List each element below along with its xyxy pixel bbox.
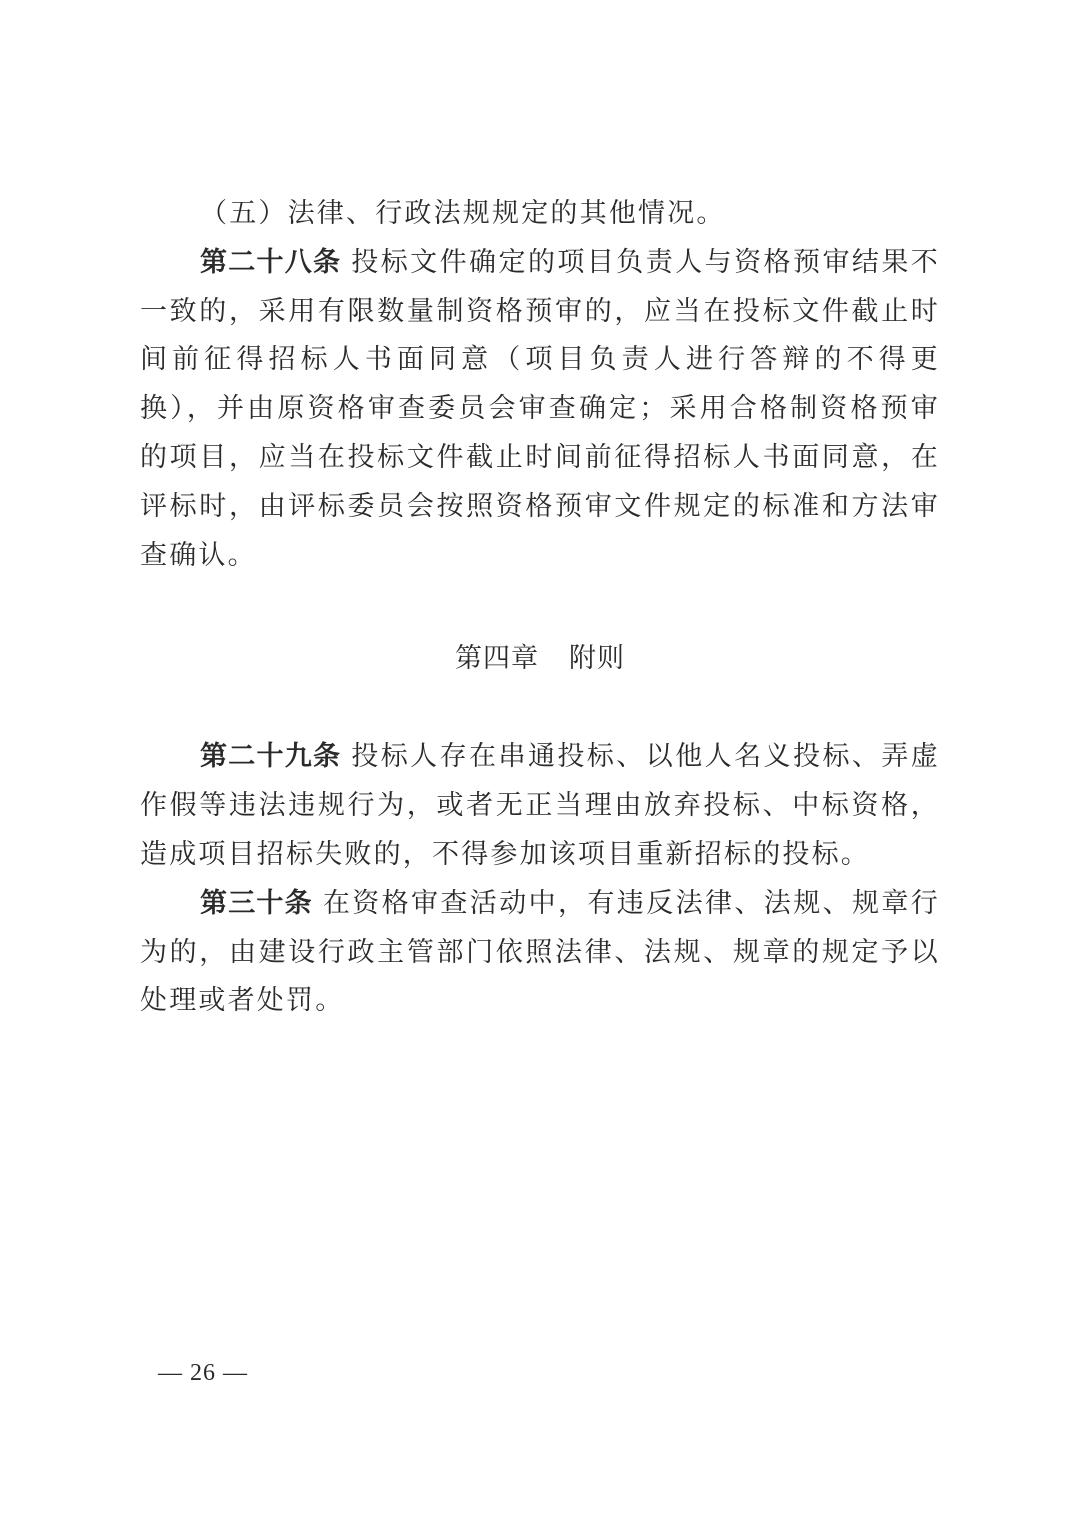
article-28-number: 第二十八条 — [200, 246, 342, 278]
article-28-paragraph — [140, 239, 940, 581]
article-30-paragraph — [140, 880, 940, 1026]
item-five-paragraph: （五）法律、行政法规规定的其他情况。 — [200, 198, 726, 229]
document-body — [140, 190, 940, 1026]
article-30-number: 第三十条 — [200, 887, 313, 919]
chapter-title: 附则 — [569, 643, 625, 675]
article-29-paragraph — [140, 733, 940, 879]
article-29-number: 第二十九条 — [200, 741, 342, 773]
page-number: — 26 — — [158, 1360, 248, 1386]
article-30-text: 在资格审查活动中，有违反法律、法规、规章行为的，由建设行政主管部门依照法律、法规、规章的规定予以处理或者处罚。 — [140, 887, 941, 1017]
chapter-number: 第四章 — [455, 643, 539, 675]
chapter-heading — [140, 636, 940, 675]
article-28-text: 投标文件确定的项目负责人与资格预审结果不一致的，采用有限数量制资格预审的，应当在投标文件截止时间前征得招标人书面同意（项目负责人进行答辩的不得更换），并由原资格审查委员会审查确定；采用合格制资格预审的项目，应当在投标文件截止时间前征得招标人书面同意，在评标时，由评标委员会按照资格预审文件规定的标准和方法审查确认。 — [140, 246, 940, 571]
article-29-text: 投标人存在串通投标、以他人名义投标、弄虚作假等违法违规行为，或者无正当理由放弃投标、中标资格，造成项目招标失败的，不得参加该项目重新招标的投标。 — [140, 741, 940, 870]
